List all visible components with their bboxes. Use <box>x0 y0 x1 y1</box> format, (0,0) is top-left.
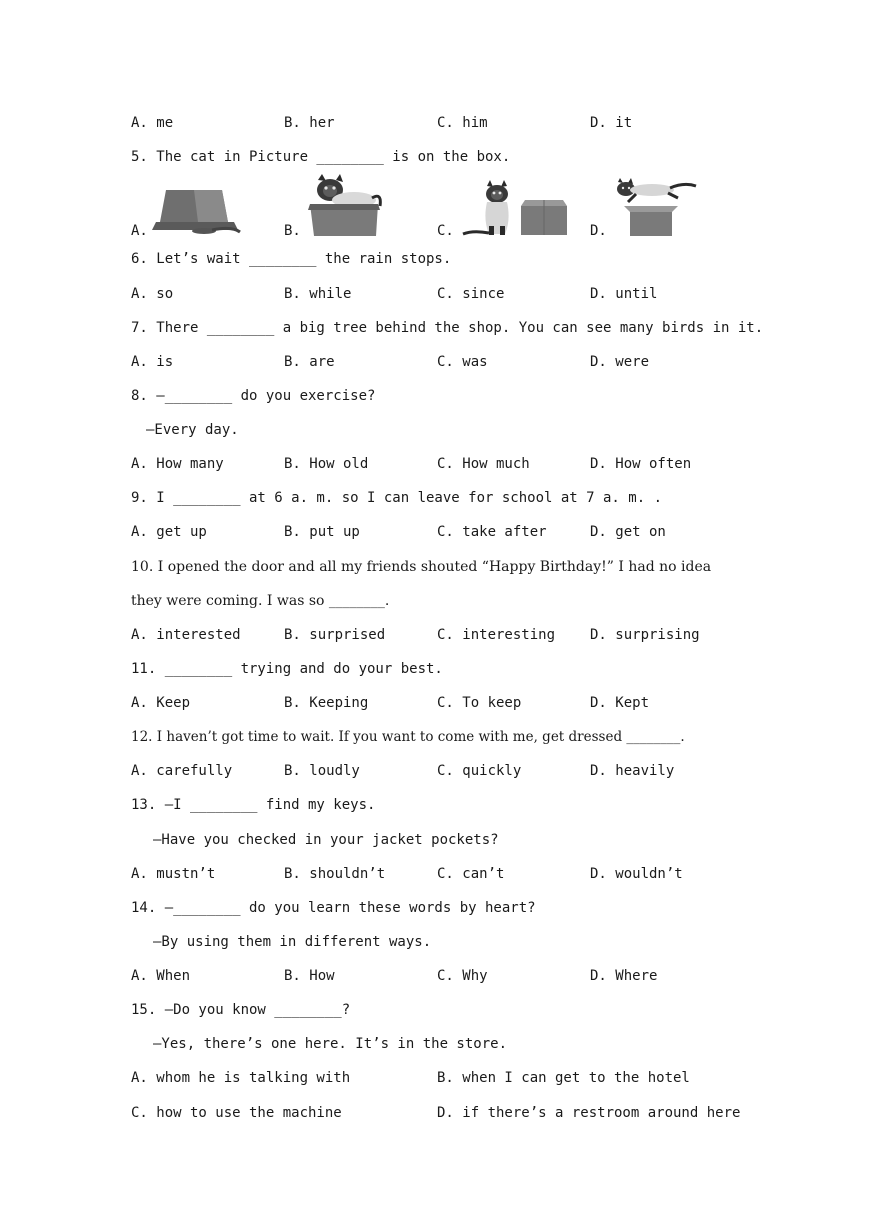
q15-option-b: B. when I can get to the hotel <box>437 1070 690 1086</box>
q10-option-c: C. interesting <box>437 627 556 643</box>
q11-option-c: C. To keep <box>437 695 522 711</box>
q4-option-a: A. me <box>131 115 174 131</box>
q5-label-c: C. <box>437 223 454 239</box>
q13-stem: 13. —I ________ find my keys. <box>131 797 376 813</box>
q11-option-b: B. Keeping <box>284 695 369 711</box>
q7-option-c: C. was <box>437 354 488 370</box>
q13-option-b: B. shouldn’t <box>284 866 386 882</box>
q6-stem: 6. Let’s wait ________ the rain stops. <box>131 251 452 267</box>
q11-option-a: A. Keep <box>131 695 191 711</box>
q12-option-c: C. quickly <box>437 763 522 779</box>
q7-stem: 7. There ________ a big tree behind the shop. You can see many birds in it. <box>131 320 764 336</box>
q5-label-b: B. <box>284 223 301 239</box>
q14-option-a: A. When <box>131 968 191 984</box>
q13-option-d: D. wouldn’t <box>590 866 683 882</box>
q15-reply: —Yes, there’s one here. It’s in the store. <box>153 1036 508 1052</box>
q12-stem: 12. I haven’t got time to wait. If you want to come with me, get dressed ________. <box>131 729 685 745</box>
q14-option-b: B. How <box>284 968 335 984</box>
q8-option-c: C. How much <box>437 456 530 472</box>
q4-option-d: D. it <box>590 115 633 131</box>
cat-in-box-illustration <box>306 174 386 236</box>
q9-option-c: C. take after <box>437 524 547 540</box>
q7-option-d: D. were <box>590 354 650 370</box>
q6-option-a: A. so <box>131 286 174 302</box>
q14-option-c: C. Why <box>437 968 488 984</box>
q6-option-b: B. while <box>284 286 352 302</box>
q13-option-c: C. can’t <box>437 866 505 882</box>
q15-option-d: D. if there’s a restroom around here <box>437 1105 741 1121</box>
q13-reply: —Have you checked in your jacket pockets? <box>153 832 499 848</box>
q8-option-a: A. How many <box>131 456 224 472</box>
q13-option-a: A. mustn’t <box>131 866 216 882</box>
q10-option-d: D. surprising <box>590 627 700 643</box>
q11-stem: 11. ________ trying and do your best. <box>131 661 443 677</box>
q9-option-b: B. put up <box>284 524 360 540</box>
cat-beside-box-illustration <box>459 180 571 236</box>
q15-option-a: A. whom he is talking with <box>131 1070 351 1086</box>
q10-option-a: A. interested <box>131 627 241 643</box>
q15-option-c: C. how to use the machine <box>131 1105 342 1121</box>
q10-stem-line2: they were coming. I was so ________. <box>131 593 390 609</box>
q5-stem: 5. The cat in Picture ________ is on the box. <box>131 149 511 165</box>
q4-option-c: C. him <box>437 115 488 131</box>
q14-stem: 14. —________ do you learn these words by heart? <box>131 900 536 916</box>
q6-option-c: C. since <box>437 286 505 302</box>
q12-option-d: D. heavily <box>590 763 675 779</box>
q12-option-a: A. carefully <box>131 763 233 779</box>
q8-option-b: B. How old <box>284 456 369 472</box>
q9-option-a: A. get up <box>131 524 207 540</box>
q4-option-b: B. her <box>284 115 335 131</box>
q8-option-d: D. How often <box>590 456 692 472</box>
q9-option-d: D. get on <box>590 524 666 540</box>
q8-reply: —Every day. <box>146 422 239 438</box>
q5-label-d: D. <box>590 223 607 239</box>
q12-option-b: B. loudly <box>284 763 360 779</box>
q15-stem: 15. —Do you know ________? <box>131 1002 351 1018</box>
q6-option-d: D. until <box>590 286 658 302</box>
q8-stem: 8. —________ do you exercise? <box>131 388 376 404</box>
q9-stem: 9. I ________ at 6 a. m. so I can leave for school at 7 a. m. . <box>131 490 663 506</box>
q11-option-d: D. Kept <box>590 695 650 711</box>
q14-reply: —By using them in different ways. <box>153 934 432 950</box>
q7-option-b: B. are <box>284 354 335 370</box>
cat-under-box-illustration <box>152 186 244 236</box>
q14-option-d: D. Where <box>590 968 658 984</box>
cat-jumping-over-box-illustration <box>612 178 698 238</box>
q5-label-a: A. <box>131 223 148 239</box>
q7-option-a: A. is <box>131 354 174 370</box>
q10-option-b: B. surprised <box>284 627 386 643</box>
q10-stem-line1: 10. I opened the door and all my friends shouted “Happy Birthday!” I had no idea <box>131 559 712 575</box>
